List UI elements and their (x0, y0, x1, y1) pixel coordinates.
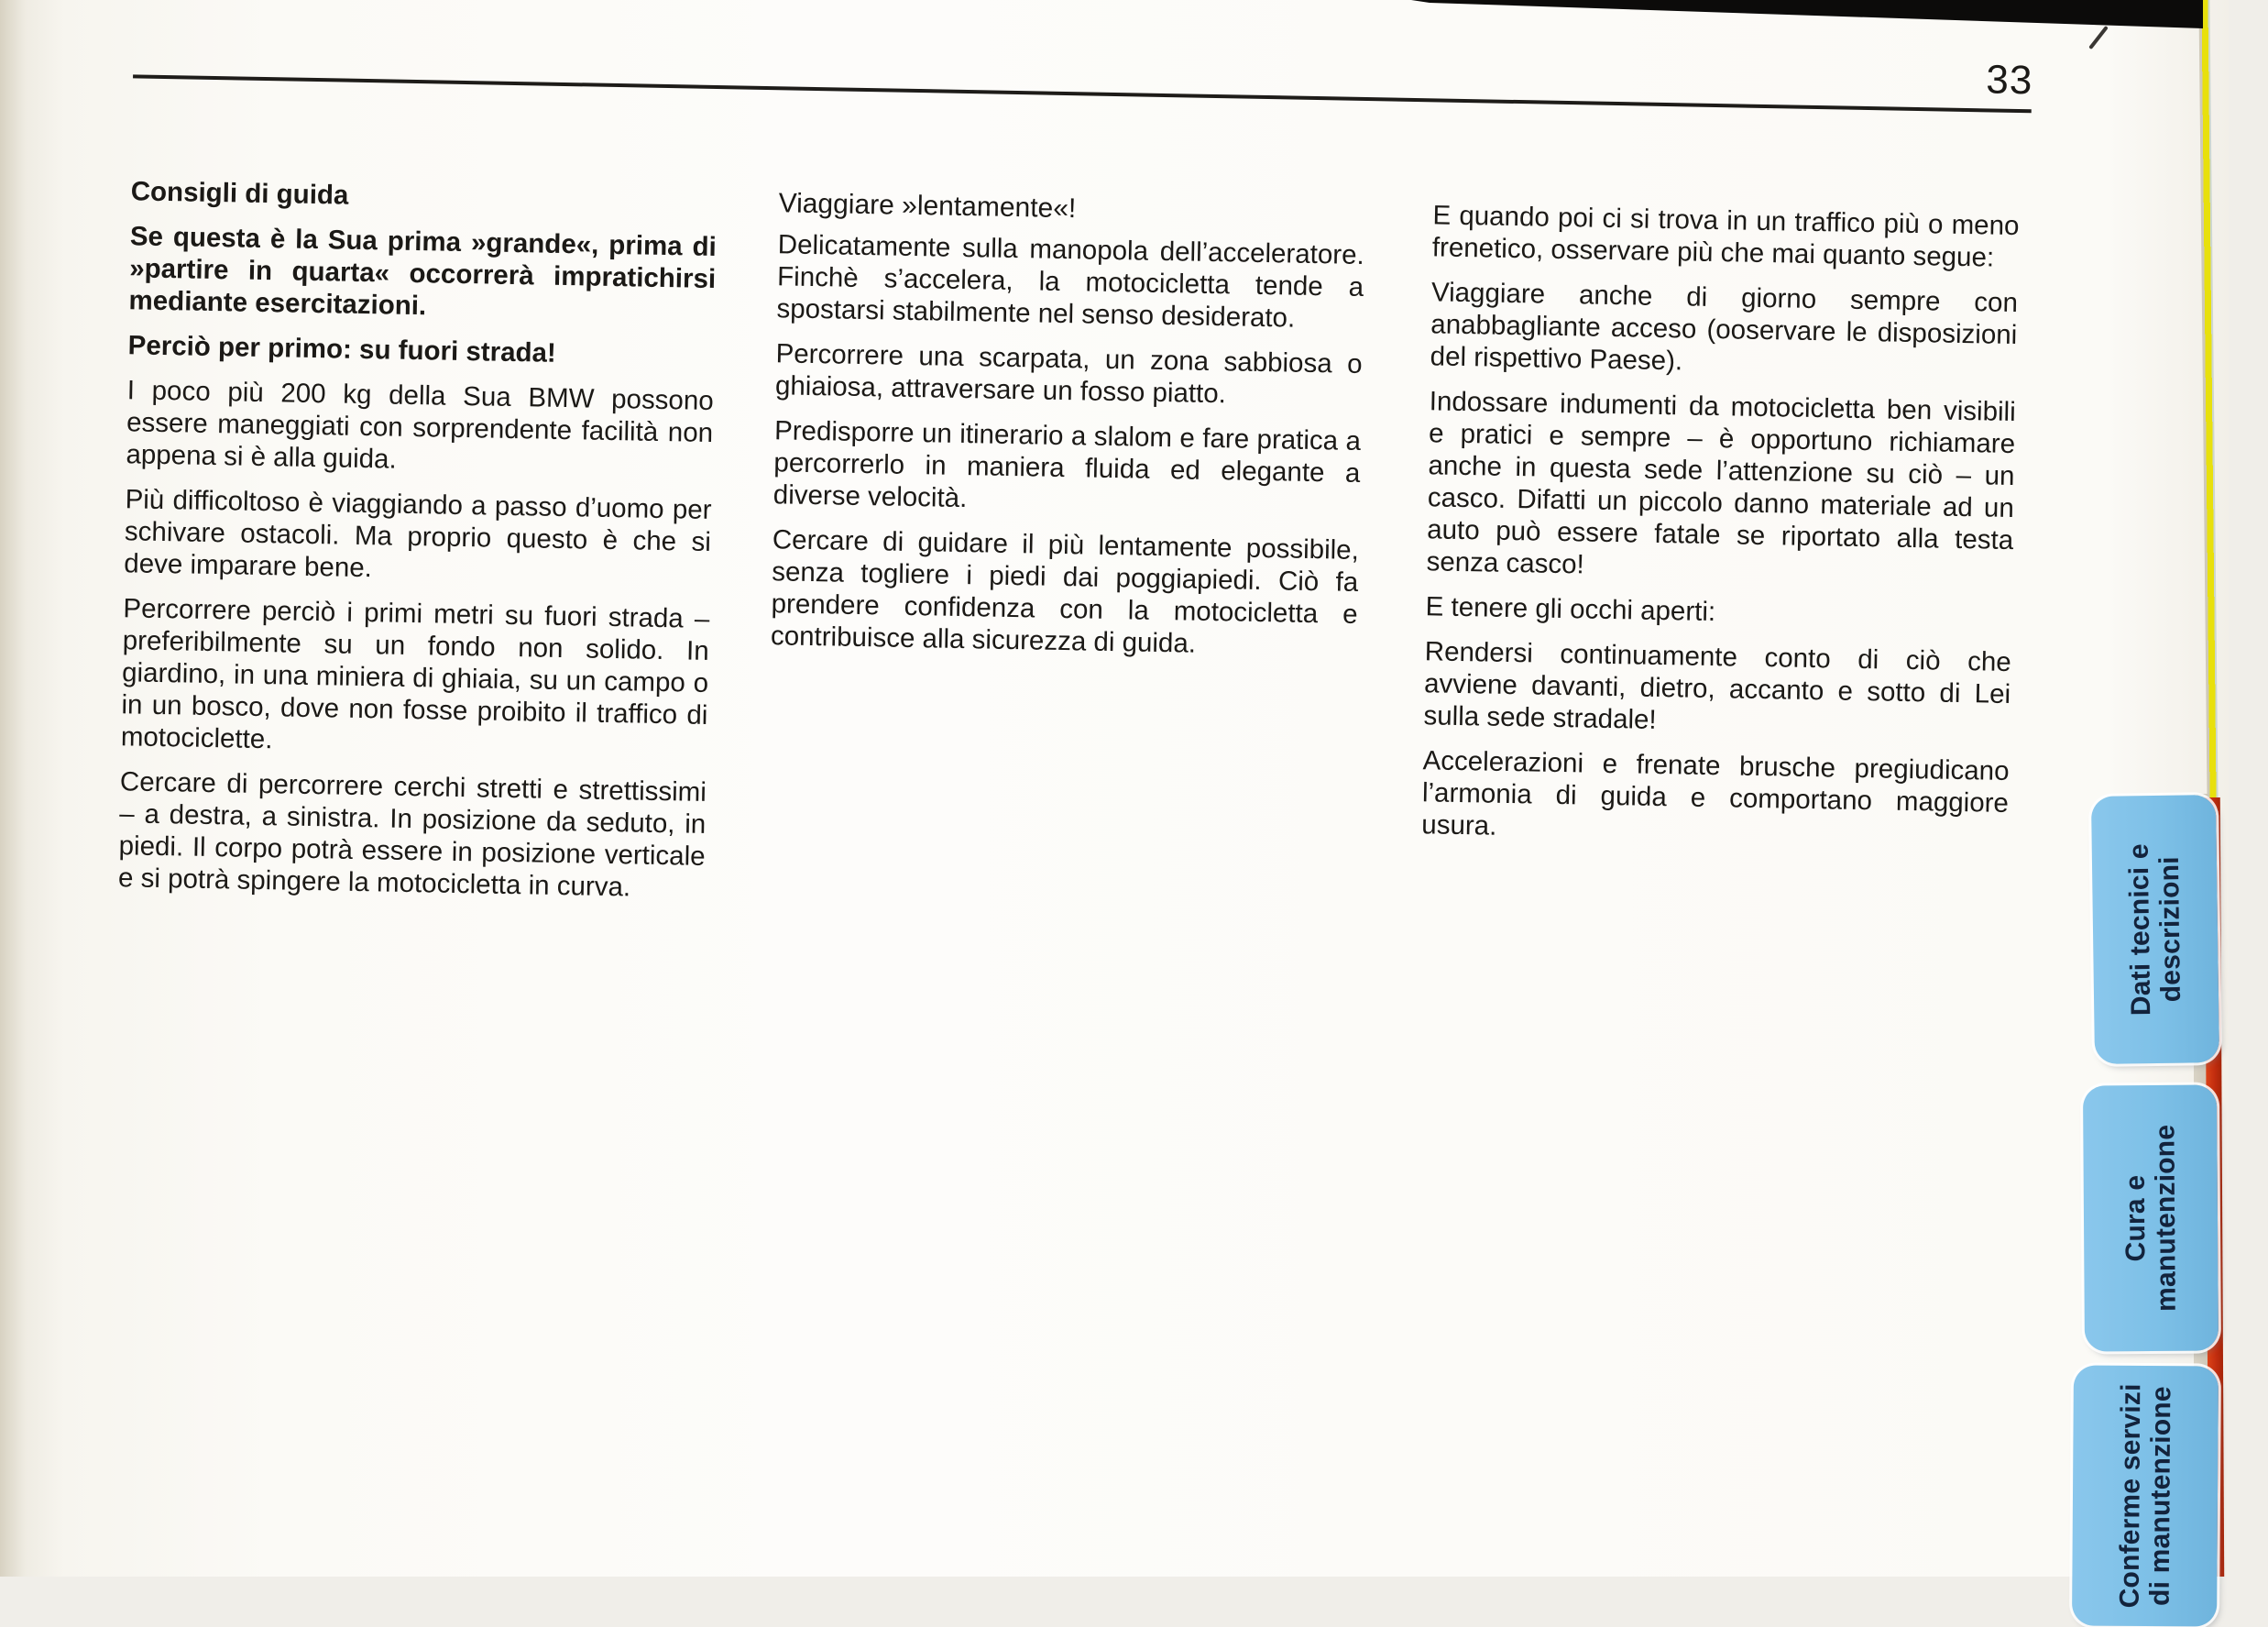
tab-cura-manutenzione-label (2120, 1125, 2181, 1313)
tab-label-line: Conferme servizi (2114, 1383, 2146, 1609)
tab-dati-tecnici[interactable] (2091, 795, 2219, 1064)
column-ride-slowly (770, 187, 1364, 676)
paragraph: Percorrere perciò i primi metri su fuori strada – preferibilmente su un fondo non solido. In giardino, in una miniera di ghiaia, su un campo o in un bosco, dove non fosse proibito il traffico di motociclette. (120, 593, 710, 755)
paragraph: E quando poi ci si trova in un traffico più o meno frenetico, osservare più che mai quanto segue: (1431, 200, 2020, 273)
sub-heading-offroad: Perciò per primo: su fuori strada! (127, 330, 557, 368)
column-riding-tips (117, 175, 718, 918)
paragraph: E tenere gli occhi aperti: (1425, 591, 1716, 628)
paragraph: Cercare di guidare il più lentamente possibile, senza togliere i piedi dai poggiapiedi. Ciò fa prendere confidenza con la motocicletta e contribuisce alla sicurezza di guida. (770, 524, 1360, 659)
lead-paragraph: Se questa è la Sua prima »grande«, prima di »partire in quarta« occorrerà impratichirsi mediante esercitazioni. (128, 221, 718, 322)
paragraph: Delicatamente sulla manopola dell’acceleratore. Finchè s’accelera, la motocicletta tende a spostarsi stabilmente nel senso desiderato. (776, 229, 1365, 334)
tab-conferme-servizi[interactable] (2072, 1365, 2219, 1626)
tab-label-line: descrizioni (2153, 856, 2187, 1003)
paragraph: Accelerazioni e frenate brusche pregiudicano l’armonia di guida e comportano maggiore usura. (1421, 745, 2010, 841)
paragraph: Predisporre un itinerario a slalom e fare pratica a percorrerlo in maniera fluida ed elegante a diverse velocità. (772, 415, 1362, 514)
header-rule (133, 74, 2032, 113)
paragraph: Viaggiare anche di giorno sempre con anabbagliante acceso (ooservare le disposizioni del rispettivo Paese). (1430, 277, 2019, 377)
paragraph: Percorrere una scarpata, un zona sabbiosa o ghiaiosa, attraversare un fosso piatto. (774, 338, 1363, 410)
tab-conferme-servizi-label (2114, 1383, 2176, 1608)
paragraph: Cercare di percorrere cerchi stretti e strettissimi – a destra, a sinistra. In posizione da seduto, in piedi. Il corpo potrà essere in posizione verticale e si potrà spingere la motocicletta in curva. (117, 766, 707, 903)
paragraph: Rendersi continuamente conto di ciò che avviene davanti, dietro, accanto e sotto di Lei sulla sede stradale! (1423, 636, 2012, 735)
tab-label-line: Dati tecnici e (2123, 843, 2157, 1017)
tab-dati-tecnici-label (2124, 843, 2187, 1017)
page-number: 33 (1985, 57, 2033, 104)
section-heading: Consigli di guida (130, 176, 349, 211)
tab-label-line: manutenzione (2150, 1124, 2182, 1313)
tab-label-line: Cura e (2120, 1174, 2152, 1262)
column-traffic-advice (1421, 199, 2020, 864)
paragraph: Più difficoltoso è viaggiando a passo d’uomo per schivare ostacoli. Ma proprio questo è che si deve imparare bene. (124, 484, 712, 584)
tab-cura-manutenzione[interactable] (2083, 1084, 2219, 1351)
paragraph: Indossare indumenti da motocicletta ben visibili e pratici e sempre – è opportuno richiamare anche in questa sede l’attenzione su ciò – un casco. Difatti un piccolo danno materiale ad un auto può essere fatale se riportato alla testa senza casco! (1426, 386, 2017, 580)
section-heading: Viaggiare »lentamente«! (778, 188, 1077, 225)
paragraph: I poco più 200 kg della Sua BMW possono essere maneggiati con sorprendente facilità non appena si è alla guida. (126, 375, 714, 475)
tab-label-line: di manutenzione (2144, 1386, 2176, 1607)
